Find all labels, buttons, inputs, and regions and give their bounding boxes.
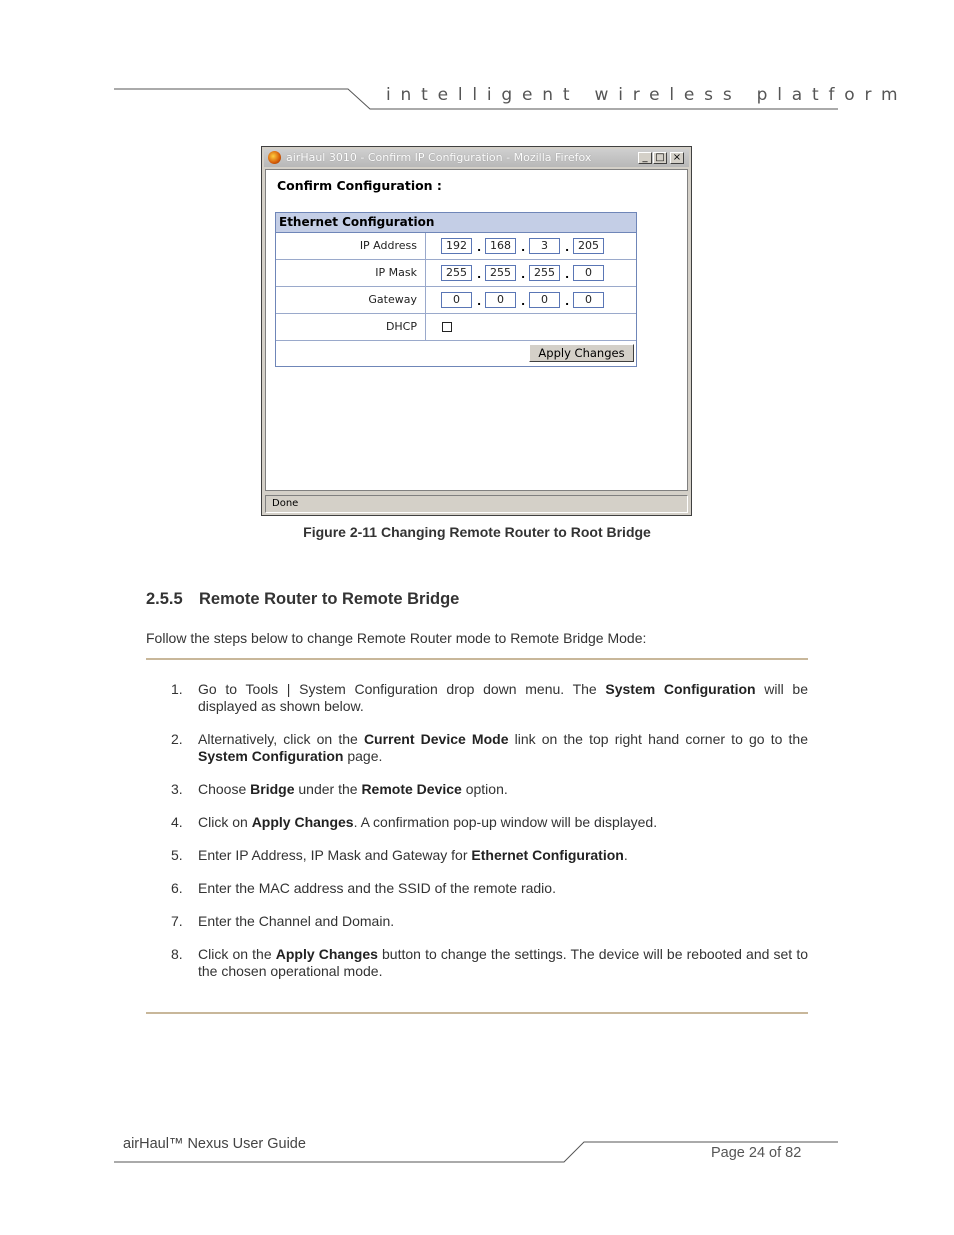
confirm-heading: Confirm Configuration : — [277, 178, 442, 193]
table-title: Ethernet Configuration — [276, 213, 636, 233]
step-text: Enter the MAC address and the SSID of the remote radio. — [198, 880, 556, 896]
footer-page-number: Page 24 of 82 — [711, 1145, 802, 1161]
intro-text: Follow the steps below to change Remote Router mode to Remote Bridge Mode: — [146, 630, 647, 646]
octet-separator: . — [565, 268, 570, 281]
figure-caption: Figure 2-11 Changing Remote Router to Root Bridge — [303, 524, 651, 540]
octet-input[interactable]: 0 — [573, 292, 604, 308]
octet-separator: . — [565, 295, 570, 308]
step-emphasis: Remote Device — [361, 781, 462, 797]
step-emphasis: System Configuration — [605, 681, 756, 697]
window-titlebar — [264, 149, 689, 167]
step-emphasis: System Configuration — [198, 748, 344, 764]
config-row — [276, 233, 636, 260]
section-heading — [146, 590, 459, 609]
step-text: link on the top right hand corner to go to the — [508, 731, 808, 747]
footer-guide-title: airHaul™ Nexus User Guide — [123, 1136, 306, 1152]
header-tagline: intelligent wireless platform — [386, 85, 908, 105]
page-content — [265, 169, 688, 491]
step-number: 2. — [171, 731, 183, 747]
list-item — [146, 847, 808, 864]
step-text: Go to Tools | System Configuration drop down menu. The — [198, 681, 606, 697]
minimize-button[interactable]: _ — [638, 152, 652, 164]
step-text: page. — [343, 748, 383, 764]
step-number: 6. — [171, 880, 183, 896]
browser-window — [261, 146, 692, 516]
step-text: under the — [294, 781, 362, 797]
step-emphasis: Bridge — [250, 781, 295, 797]
maximize-button[interactable]: □ — [653, 152, 667, 164]
step-text: Enter IP Address, IP Mask and Gateway for — [198, 847, 472, 863]
octet-input[interactable]: 0 — [573, 265, 604, 281]
octet-separator: . — [477, 241, 482, 254]
close-button[interactable]: × — [670, 152, 684, 164]
octet-separator: . — [521, 295, 526, 308]
status-bar: Done — [265, 495, 688, 513]
row-label: IP Address — [276, 233, 426, 259]
octet-input[interactable]: 0 — [529, 292, 560, 308]
step-emphasis: Apply Changes — [275, 946, 378, 962]
step-emphasis: Current Device Mode — [363, 731, 509, 747]
config-row — [276, 287, 636, 314]
list-item — [146, 781, 808, 798]
section-title: Remote Router to Remote Bridge — [199, 590, 460, 608]
octet-separator: . — [565, 241, 570, 254]
octet-input[interactable]: 0 — [441, 292, 472, 308]
row-label: IP Mask — [276, 260, 426, 286]
apply-row — [276, 341, 636, 366]
step-text: will be displayed as shown below. — [198, 681, 808, 714]
step-text: Click on the — [198, 946, 276, 962]
step-number: 8. — [171, 946, 183, 962]
apply-changes-button[interactable]: Apply Changes — [529, 344, 634, 362]
step-emphasis: Apply Changes — [251, 814, 354, 830]
section-number: 2.5.5 — [146, 590, 183, 608]
list-item — [146, 880, 808, 897]
step-number: 3. — [171, 781, 183, 797]
octet-input[interactable]: 205 — [573, 238, 604, 254]
step-text: . — [623, 847, 628, 863]
step-number: 1. — [171, 681, 183, 697]
config-row — [276, 260, 636, 287]
step-text: . A confirmation pop-up window will be displayed. — [353, 814, 658, 830]
step-text: Choose — [198, 781, 251, 797]
row-label: Gateway — [276, 287, 426, 313]
list-item — [146, 814, 808, 831]
octet-input[interactable]: 0 — [485, 292, 516, 308]
octet-input[interactable]: 168 — [485, 238, 516, 254]
step-number: 4. — [171, 814, 183, 830]
step-text: Click on — [198, 814, 252, 830]
list-item — [146, 946, 808, 980]
step-number: 7. — [171, 913, 183, 929]
step-text: button to change the settings. The device will be rebooted and set to the chosen operational mode. — [198, 946, 808, 979]
list-item — [146, 681, 808, 715]
firefox-icon — [268, 151, 281, 164]
list-item — [146, 731, 808, 765]
ethernet-config-table — [275, 212, 637, 367]
window-title: airHaul 3010 - Confirm IP Configuration - Mozilla Firefox — [286, 151, 592, 164]
list-item — [146, 913, 808, 930]
octet-separator: . — [521, 268, 526, 281]
dhcp-checkbox[interactable] — [442, 322, 452, 332]
step-text: option. — [461, 781, 508, 797]
step-emphasis: Ethernet Configuration — [471, 847, 624, 863]
octet-input[interactable]: 255 — [441, 265, 472, 281]
octet-input[interactable]: 3 — [529, 238, 560, 254]
top-divider — [146, 658, 808, 660]
bottom-divider — [146, 1012, 808, 1014]
dhcp-row — [276, 314, 636, 341]
octet-separator: . — [477, 268, 482, 281]
step-text: Alternatively, click on the — [198, 731, 364, 747]
step-text: Enter the Channel and Domain. — [198, 913, 395, 929]
octet-separator: . — [521, 241, 526, 254]
step-number: 5. — [171, 847, 183, 863]
octet-input[interactable]: 192 — [441, 238, 472, 254]
octet-separator: . — [477, 295, 482, 308]
octet-input[interactable]: 255 — [529, 265, 560, 281]
steps-list — [146, 681, 808, 996]
dhcp-label: DHCP — [276, 314, 426, 340]
octet-input[interactable]: 255 — [485, 265, 516, 281]
